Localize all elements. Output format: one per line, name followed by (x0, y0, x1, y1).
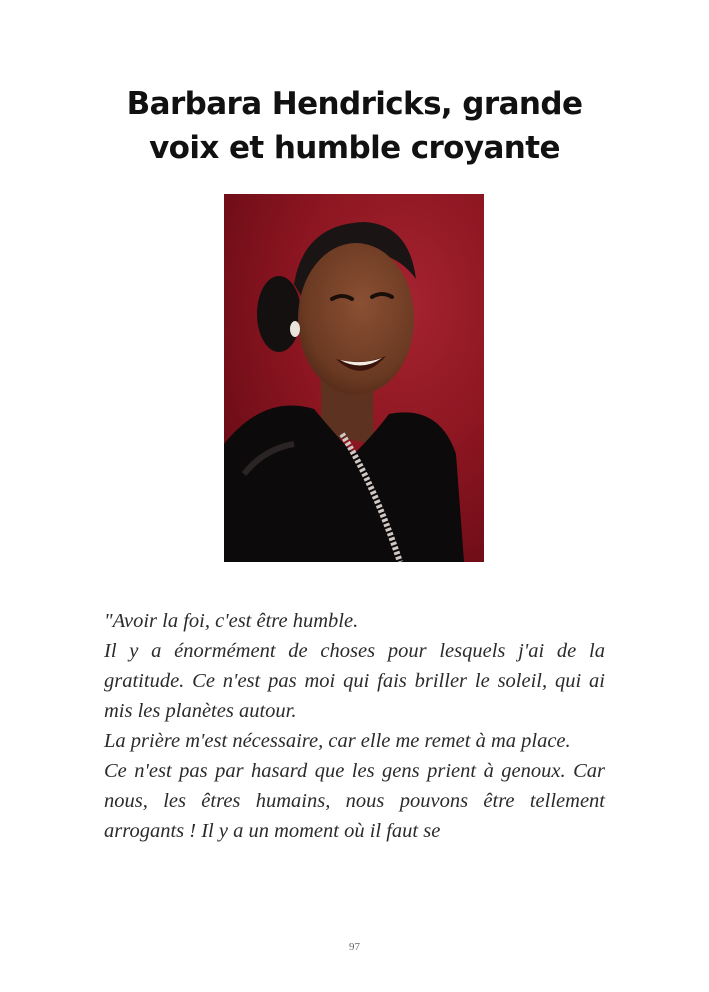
page-number: 97 (349, 941, 360, 953)
portrait-illustration (224, 194, 484, 562)
quote-text (104, 606, 605, 846)
paragraph-2: Il y a énormément de choses pour lesquels j'ai de la gratitude. Ce n'est pas moi qui fais briller le soleil, qui ai mis les planètes autour. (104, 640, 605, 722)
portrait-photo (224, 194, 484, 562)
paragraph-1: "Avoir la foi, c'est être humble. (104, 610, 359, 632)
title-line-2: voix et humble croyante (149, 130, 560, 166)
paragraph-4: Ce n'est pas par hasard que les gens prient à genoux. Car nous, les êtres humains, nous pouvons être tellement arrogants ! Il y a un moment où il faut se (104, 760, 605, 842)
page-title (60, 82, 649, 170)
paragraph-3: La prière m'est nécessaire, car elle me remet à ma place. (104, 730, 571, 752)
title-line-1: Barbara Hendricks, grande (126, 86, 583, 122)
